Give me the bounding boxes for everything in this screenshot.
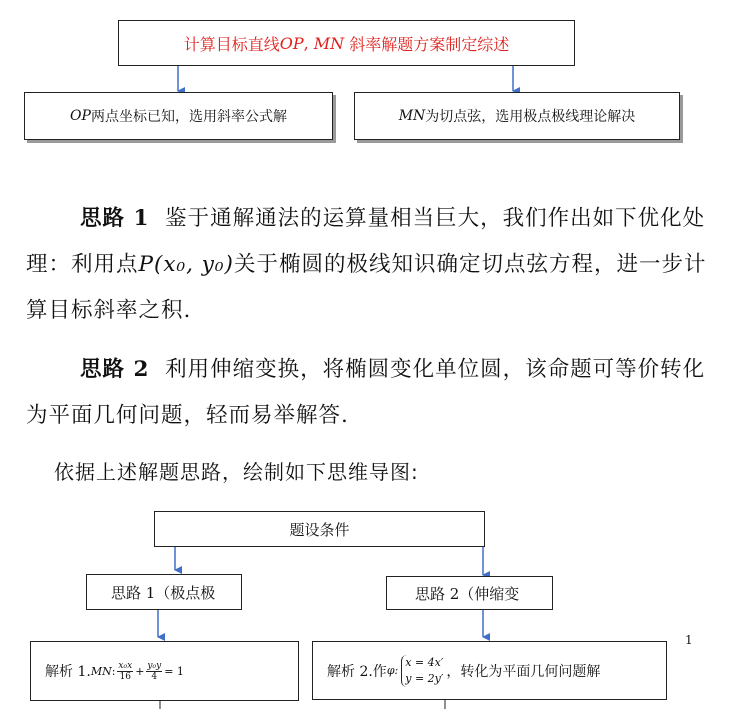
idea-2-text: 利用伸缩变换，将椭圆变化单位圆，该命题可等价转化为平面几何问题，轻而易举解答. [26,357,706,428]
idea-1-label: 思路 1 [80,206,150,231]
paragraph-idea-2 [26,347,726,439]
fraction-1: $\frac{\text{x₀x}}{16}$ [118,660,133,682]
top-left-text: 两点坐标已知，选用斜率公式解 [90,109,287,125]
mindmap-right-result: 解析 2.作 φ: x = 4x′ y = 2y′ ，转化为平面几何问题解 [312,641,667,700]
top-title-part2: 斜率解题方案制定综述 [344,34,510,54]
top-left-box [24,92,333,140]
mindmap-left-result: 解析 1. MN : $\frac{\text{x₀x}}{16}$ + $\frac{\text{y₀y}}{4}$ = 1 [30,641,299,701]
idea-1-math: P(x₀, y₀) [138,252,234,277]
mindmap-left-branch: 思路 1（极点极 [86,574,242,610]
page-number: 1 [685,633,693,647]
top-right-text: 为切点弦，选用极点极线理论解决 [425,109,636,125]
top-title-box: 计算目标直线 OP , MN 斜率解题方案制定综述 [118,20,575,66]
idea-2-label: 思路 2 [80,357,150,382]
paragraph-idea-1 [26,196,726,334]
top-right-math: MN [398,108,426,124]
top-right-box [354,92,680,140]
fraction-2: $\frac{\text{y₀y}}{4}$ [147,660,162,682]
scaling-system: x = 4x′ y = 2y′ [401,655,443,687]
top-title-mn: MN [313,33,345,53]
mindmap-root: 题设条件 [154,511,485,547]
mindmap-right-branch: 思路 2（伸缩变 [386,576,553,610]
idea-1-text-a: 鉴于通解通法的运算量相当巨大，我们作出如下优化处理：利用点 [26,206,706,277]
idea-1-text-b: 关于椭圆的极线知识确定切点弦方程，进一步计算目标斜率之积. [26,252,707,323]
mindmap-intro-text: 依据上述解题思路，绘制如下思维导图: [54,460,419,484]
top-title-op: OP [279,33,304,53]
top-left-math: OP [70,108,91,124]
top-title-part1: 计算目标直线 [183,34,280,54]
paragraph-mindmap-intro [54,449,724,495]
